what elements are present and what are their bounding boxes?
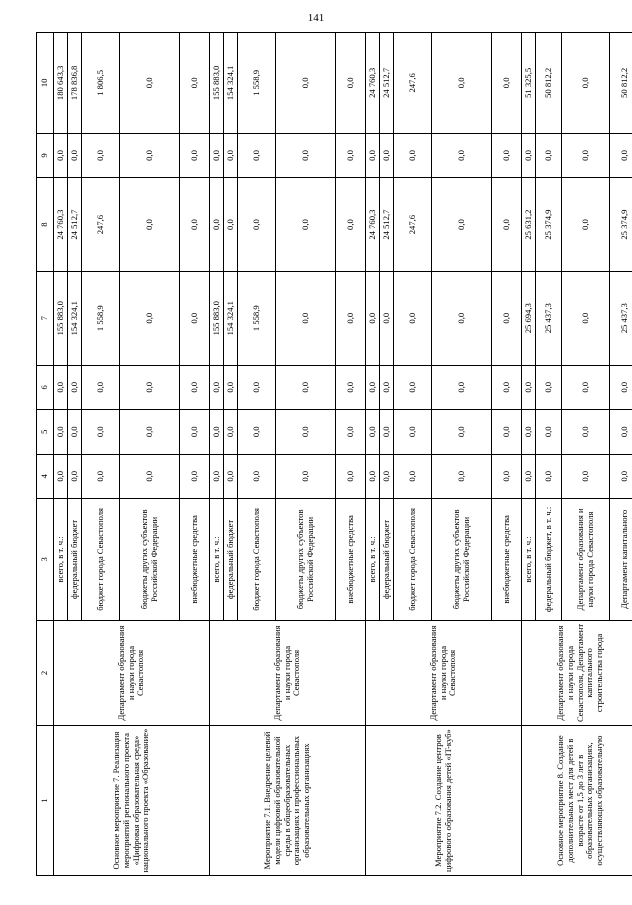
amount-cell: 155 883,0	[210, 271, 224, 365]
amount-cell: 25 437,3	[536, 271, 562, 365]
funding-source-cell: всего, в т. ч.:	[366, 499, 380, 621]
amount-cell: 0,0	[82, 365, 120, 409]
funding-source-cell: внебюджетные средства	[180, 499, 210, 621]
amount-cell: 0,0	[380, 365, 394, 409]
header-cell: 3	[37, 499, 54, 621]
amount-cell: 0,0	[432, 133, 492, 177]
amount-cell: 0,0	[380, 454, 394, 498]
table-row	[366, 33, 380, 876]
amount-cell: 0,0	[432, 178, 492, 272]
amount-cell: 0,0	[562, 271, 610, 365]
amount-cell: 0,0	[180, 454, 210, 498]
funding-source-cell: бюджет города Севастополя	[238, 499, 276, 621]
amount-cell: 0,0	[394, 271, 432, 365]
amount-cell: 180 643,3	[54, 33, 68, 134]
executor-cell: Департамент образования и науки города Севастополя	[210, 620, 366, 725]
funding-source-cell: внебюджетные средства	[336, 499, 366, 621]
amount-cell: 0,0	[210, 133, 224, 177]
funding-source-cell: бюджет города Севастополя	[394, 499, 432, 621]
page-number: 141	[307, 12, 325, 24]
amount-cell: 0,0	[180, 271, 210, 365]
funding-source-cell: федеральный бюджет	[68, 499, 82, 621]
header-cell: 10	[37, 33, 54, 134]
amount-cell: 0,0	[432, 365, 492, 409]
amount-cell: 0,0	[54, 133, 68, 177]
amount-cell: 0,0	[82, 133, 120, 177]
amount-cell: 0,0	[68, 133, 82, 177]
amount-cell: 247,6	[82, 178, 120, 272]
budget-table	[36, 32, 632, 876]
amount-cell: 0,0	[54, 365, 68, 409]
amount-cell: 0,0	[562, 454, 610, 498]
amount-cell: 0,0	[492, 33, 522, 134]
amount-cell: 0,0	[68, 365, 82, 409]
header-row	[37, 33, 54, 876]
funding-source-cell: бюджеты других субъектов Российской Федерации	[432, 499, 492, 621]
amount-cell: 0,0	[224, 133, 238, 177]
amount-cell: 0,0	[336, 178, 366, 272]
header-cell: 8	[37, 178, 54, 272]
amount-cell: 0,0	[276, 410, 336, 454]
amount-cell: 0,0	[336, 133, 366, 177]
amount-cell: 247,6	[394, 178, 432, 272]
header-cell: 2	[37, 620, 54, 725]
amount-cell: 50 812,2	[536, 33, 562, 134]
rotated-table-wrapper	[36, 32, 629, 876]
amount-cell: 24 760,3	[366, 33, 380, 134]
amount-cell: 0,0	[562, 133, 610, 177]
amount-cell: 0,0	[210, 410, 224, 454]
executor-cell: Департамент образования и науки города Севастополя, Департамент капитального строительства города	[522, 620, 632, 725]
amount-cell: 0,0	[276, 133, 336, 177]
event-name-cell: Мероприятие 7.2. Создание центров цифрового образования детей «IT-куб»	[366, 726, 522, 876]
header-cell: 5	[37, 410, 54, 454]
amount-cell: 0,0	[238, 178, 276, 272]
table-row	[210, 33, 224, 876]
amount-cell: 1 558,9	[82, 271, 120, 365]
amount-cell: 0,0	[120, 178, 180, 272]
amount-cell: 0,0	[432, 33, 492, 134]
amount-cell: 0,0	[492, 454, 522, 498]
amount-cell: 0,0	[180, 178, 210, 272]
amount-cell: 0,0	[380, 410, 394, 454]
amount-cell: 24 760,3	[54, 178, 68, 272]
amount-cell: 155 883,0	[54, 271, 68, 365]
amount-cell: 154 324,1	[224, 271, 238, 365]
funding-source-cell: всего, в т. ч.:	[54, 499, 68, 621]
amount-cell: 50 812,2	[610, 33, 632, 134]
header-cell: 4	[37, 454, 54, 498]
amount-cell: 178 836,8	[68, 33, 82, 134]
amount-cell: 0,0	[562, 410, 610, 454]
amount-cell: 0,0	[180, 133, 210, 177]
amount-cell: 0,0	[562, 365, 610, 409]
amount-cell: 0,0	[276, 454, 336, 498]
amount-cell: 0,0	[394, 454, 432, 498]
amount-cell: 0,0	[120, 271, 180, 365]
amount-cell: 154 324,1	[224, 33, 238, 134]
amount-cell: 0,0	[492, 271, 522, 365]
amount-cell: 0,0	[120, 454, 180, 498]
funding-source-cell: федеральный бюджет	[380, 499, 394, 621]
amount-cell: 0,0	[394, 133, 432, 177]
funding-source-cell: внебюджетные средства	[492, 499, 522, 621]
amount-cell: 0,0	[610, 133, 632, 177]
amount-cell: 0,0	[336, 410, 366, 454]
funding-source-cell: Департамент образования и науки города Севастополя	[562, 499, 610, 621]
amount-cell: 0,0	[366, 365, 380, 409]
amount-cell: 0,0	[536, 454, 562, 498]
executor-cell: Департамент образования и науки города Севастополя	[54, 620, 210, 725]
amount-cell: 25 374,9	[536, 178, 562, 272]
amount-cell: 24 760,3	[366, 178, 380, 272]
header-cell: 7	[37, 271, 54, 365]
amount-cell: 0,0	[432, 271, 492, 365]
amount-cell: 155 883,0	[210, 33, 224, 134]
amount-cell: 0,0	[180, 33, 210, 134]
amount-cell: 0,0	[238, 133, 276, 177]
amount-cell: 0,0	[366, 271, 380, 365]
funding-source-cell: федеральный бюджет, в т. ч.:	[536, 499, 562, 621]
header-cell: 1	[37, 726, 54, 876]
amount-cell: 0,0	[522, 454, 536, 498]
amount-cell: 0,0	[432, 410, 492, 454]
amount-cell: 0,0	[380, 133, 394, 177]
amount-cell: 154 324,1	[68, 271, 82, 365]
amount-cell: 0,0	[224, 178, 238, 272]
table-row	[54, 33, 68, 876]
amount-cell: 0,0	[536, 365, 562, 409]
amount-cell: 0,0	[522, 133, 536, 177]
table-body	[54, 33, 632, 876]
amount-cell: 1 558,9	[238, 271, 276, 365]
funding-source-cell: всего, в т. ч.:	[210, 499, 224, 621]
amount-cell: 0,0	[54, 410, 68, 454]
amount-cell: 24 512,7	[380, 178, 394, 272]
amount-cell: 1 558,9	[238, 33, 276, 134]
funding-source-cell: бюджет города Севастополя	[82, 499, 120, 621]
amount-cell: 0,0	[120, 410, 180, 454]
amount-cell: 247,6	[394, 33, 432, 134]
amount-cell: 0,0	[522, 410, 536, 454]
amount-cell: 0,0	[492, 178, 522, 272]
amount-cell: 0,0	[562, 178, 610, 272]
amount-cell: 0,0	[180, 365, 210, 409]
amount-cell: 0,0	[210, 454, 224, 498]
amount-cell: 0,0	[492, 133, 522, 177]
amount-cell: 1 806,5	[82, 33, 120, 134]
amount-cell: 0,0	[276, 271, 336, 365]
amount-cell: 0,0	[380, 271, 394, 365]
amount-cell: 0,0	[336, 33, 366, 134]
amount-cell: 0,0	[82, 454, 120, 498]
header-cell: 6	[37, 365, 54, 409]
amount-cell: 0,0	[336, 365, 366, 409]
funding-source-cell: бюджеты других субъектов Российской Федерации	[120, 499, 180, 621]
amount-cell: 0,0	[238, 410, 276, 454]
amount-cell: 24 512,7	[68, 178, 82, 272]
amount-cell: 0,0	[492, 410, 522, 454]
amount-cell: 0,0	[536, 410, 562, 454]
amount-cell: 0,0	[276, 33, 336, 134]
amount-cell: 0,0	[336, 271, 366, 365]
event-name-cell: Основное мероприятие 7. Реализация мероприятий регионального проекта «Цифровая образовательная среда» национального проекта «Образование»	[54, 726, 210, 876]
amount-cell: 0,0	[120, 365, 180, 409]
amount-cell: 0,0	[536, 133, 562, 177]
amount-cell: 0,0	[562, 33, 610, 134]
amount-cell: 0,0	[68, 410, 82, 454]
amount-cell: 25 374,9	[610, 178, 632, 272]
amount-cell: 0,0	[366, 410, 380, 454]
table-row	[522, 33, 536, 876]
amount-cell: 0,0	[238, 365, 276, 409]
amount-cell: 0,0	[238, 454, 276, 498]
amount-cell: 0,0	[610, 410, 632, 454]
amount-cell: 0,0	[366, 133, 380, 177]
amount-cell: 0,0	[54, 454, 68, 498]
funding-source-cell: федеральный бюджет	[224, 499, 238, 621]
funding-source-cell: бюджеты других субъектов Российской Федерации	[276, 499, 336, 621]
amount-cell: 0,0	[120, 33, 180, 134]
funding-source-cell: всего, в т. ч.:	[522, 499, 536, 621]
amount-cell: 0,0	[394, 365, 432, 409]
amount-cell: 0,0	[276, 365, 336, 409]
amount-cell: 0,0	[336, 454, 366, 498]
amount-cell: 25 631,2	[522, 178, 536, 272]
amount-cell: 0,0	[394, 410, 432, 454]
amount-cell: 51 325,5	[522, 33, 536, 134]
amount-cell: 25 437,3	[610, 271, 632, 365]
amount-cell: 0,0	[82, 410, 120, 454]
amount-cell: 0,0	[180, 410, 210, 454]
amount-cell: 0,0	[224, 365, 238, 409]
amount-cell: 0,0	[492, 365, 522, 409]
event-name-cell: Мероприятие 7.1. Внедрение целевой модели цифровой образовательной среды в общеобразовательных организациях и профессиональных образовательных организациях	[210, 726, 366, 876]
amount-cell: 0,0	[120, 133, 180, 177]
amount-cell: 0,0	[366, 454, 380, 498]
amount-cell: 0,0	[224, 410, 238, 454]
amount-cell: 0,0	[210, 178, 224, 272]
executor-cell: Департамент образования и науки города Севастополя	[366, 620, 522, 725]
event-name-cell: Основное мероприятие 8. Создание дополнительных мест для детей в возрасте от 1,5 до 3 лет в образовательных организациях, осуществляющих образовательную	[522, 726, 632, 876]
amount-cell: 0,0	[276, 178, 336, 272]
amount-cell: 25 694,3	[522, 271, 536, 365]
amount-cell: 24 512,7	[380, 33, 394, 134]
amount-cell: 0,0	[522, 365, 536, 409]
amount-cell: 0,0	[210, 365, 224, 409]
amount-cell: 0,0	[432, 454, 492, 498]
funding-source-cell: Департамент капитального	[610, 499, 632, 621]
amount-cell: 0,0	[68, 454, 82, 498]
amount-cell: 0,0	[224, 454, 238, 498]
amount-cell: 0,0	[610, 365, 632, 409]
amount-cell: 0,0	[610, 454, 632, 498]
header-cell: 9	[37, 133, 54, 177]
